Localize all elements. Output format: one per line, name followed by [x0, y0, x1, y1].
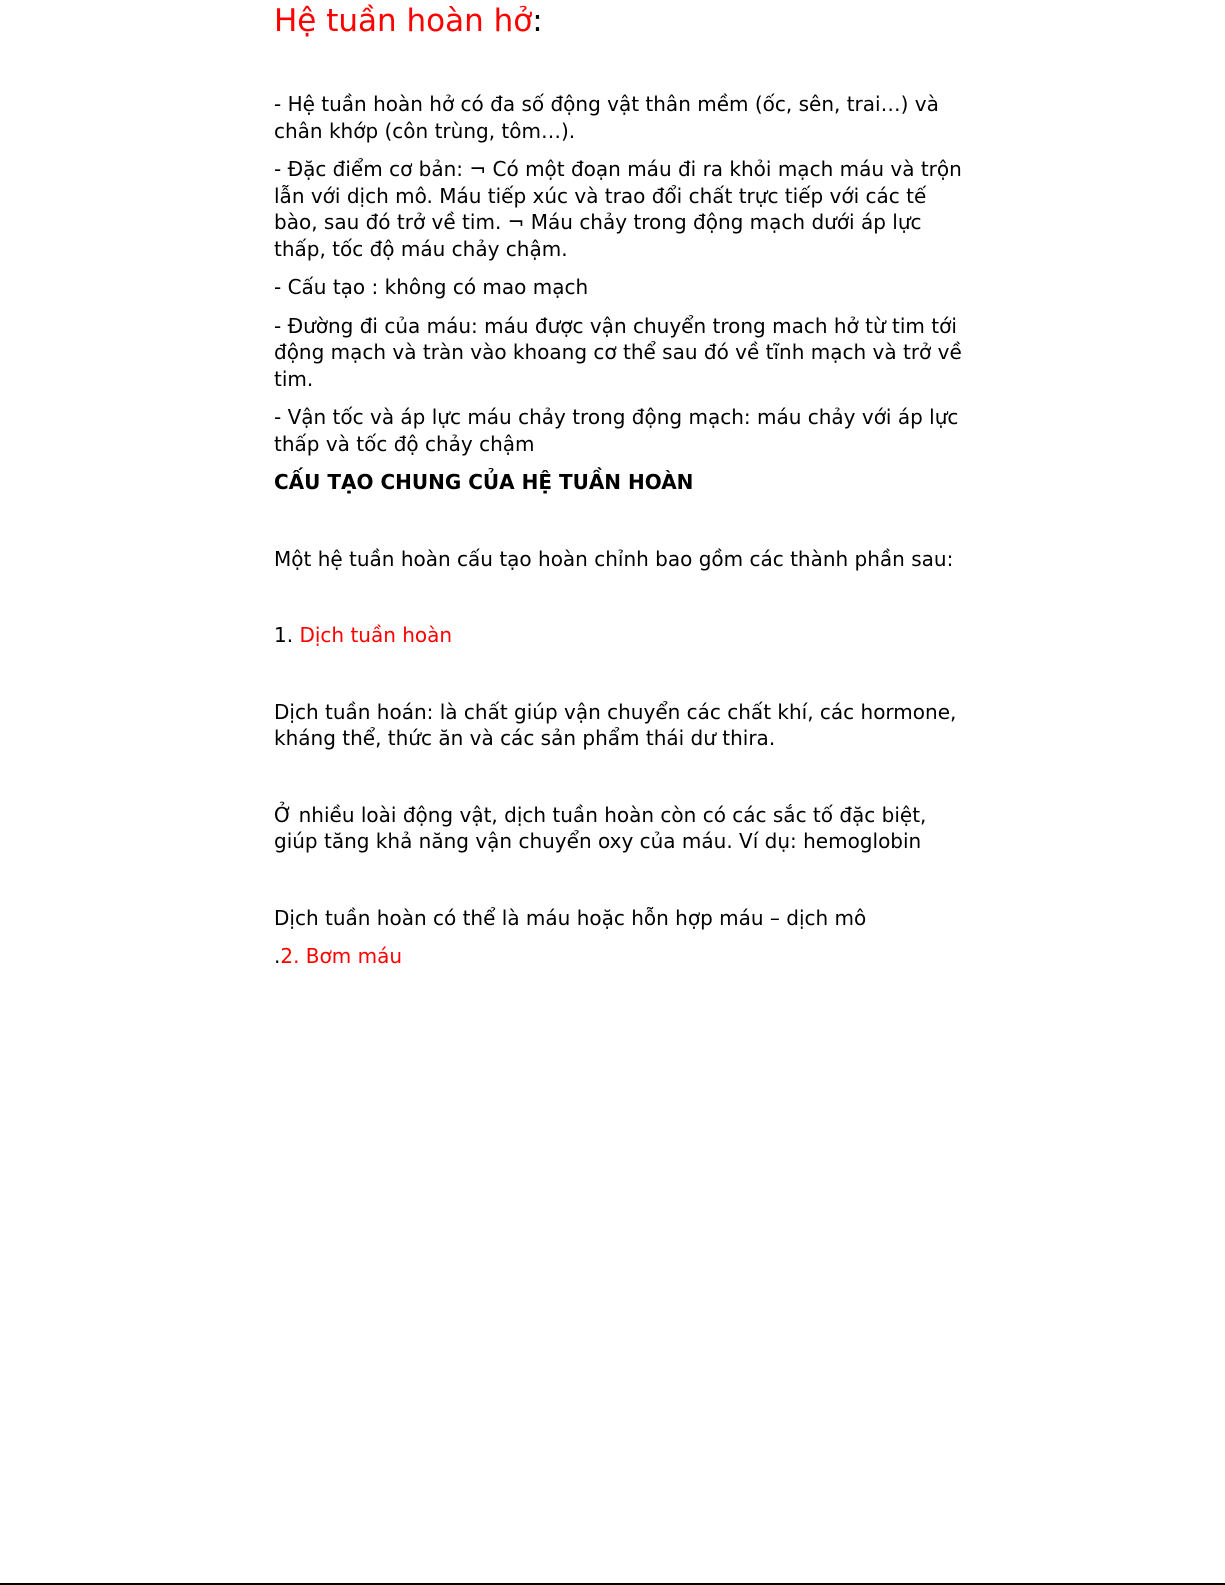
list-item-2-prefix: .: [274, 944, 281, 968]
list-item-1-label: Dịch tuần hoàn: [299, 623, 453, 647]
list-item-1: [274, 622, 964, 649]
paragraph-pigments: Ở nhiều loài động vật, dịch tuần hoàn còn có các sắc tố đặc biệt, giúp tăng khả năng vận chuyển oxy của máu. Ví dụ: hemoglobin: [274, 802, 927, 853]
paragraph-characteristics: - Đặc điểm cơ bản: ¬ Có một đoạn máu đi ra khỏi mạch máu và trộn lẫn với dịch mô. Máu tiếp xúc và trao đổi chất trực tiếp với các tế bào, sau đó trở về tim. ¬ Máu chảy trong động mạch dưới áp lực thấp, tốc độ máu chảy chậm.: [274, 157, 962, 261]
paragraph-distribution: - Hệ tuần hoàn hở có đa số động vật thân mềm (ốc, sên, trai…) và chân khớp (côn trùng, tôm…).: [274, 92, 939, 143]
paragraph-intro: Một hệ tuần hoàn cấu tạo hoàn chỉnh bao gồm các thành phần sau:: [274, 546, 954, 571]
title-suffix: :: [532, 3, 543, 39]
paragraph-fluid-types: Dịch tuần hoàn có thể là máu hoặc hỗn hợp máu – dịch mô: [274, 905, 867, 930]
list-item-2: [274, 943, 964, 970]
paragraph-fluid-definition: Dịch tuần hoán: là chất giúp vận chuyển các chất khí, các hormone, kháng thể, thức ăn và các sản phẩm thái dư thira.: [274, 699, 957, 750]
paragraph-velocity: - Vận tốc và áp lực máu chảy trong động mạch: máu chảy với áp lực thấp và tốc độ chảy chậm: [274, 405, 959, 456]
paragraph-structure: - Cấu tạo : không có mao mạch: [274, 275, 589, 299]
title-main: Hệ tuần hoàn hở: [274, 3, 533, 39]
page-title: [274, 1, 964, 41]
document-content: [274, 0, 964, 970]
section-heading: CẤU TẠO CHUNG CỦA HỆ TUẦN HOÀN: [274, 470, 694, 494]
list-item-1-number: 1.: [274, 623, 300, 647]
list-item-2-label: 2. Bơm máu: [280, 944, 403, 968]
paragraph-blood-path: - Đường đi của máu: máu được vận chuyển trong mach hở từ tim tới động mạch và tràn vào khoang cơ thể sau đó về tĩnh mạch và trở về tim.: [274, 313, 962, 391]
